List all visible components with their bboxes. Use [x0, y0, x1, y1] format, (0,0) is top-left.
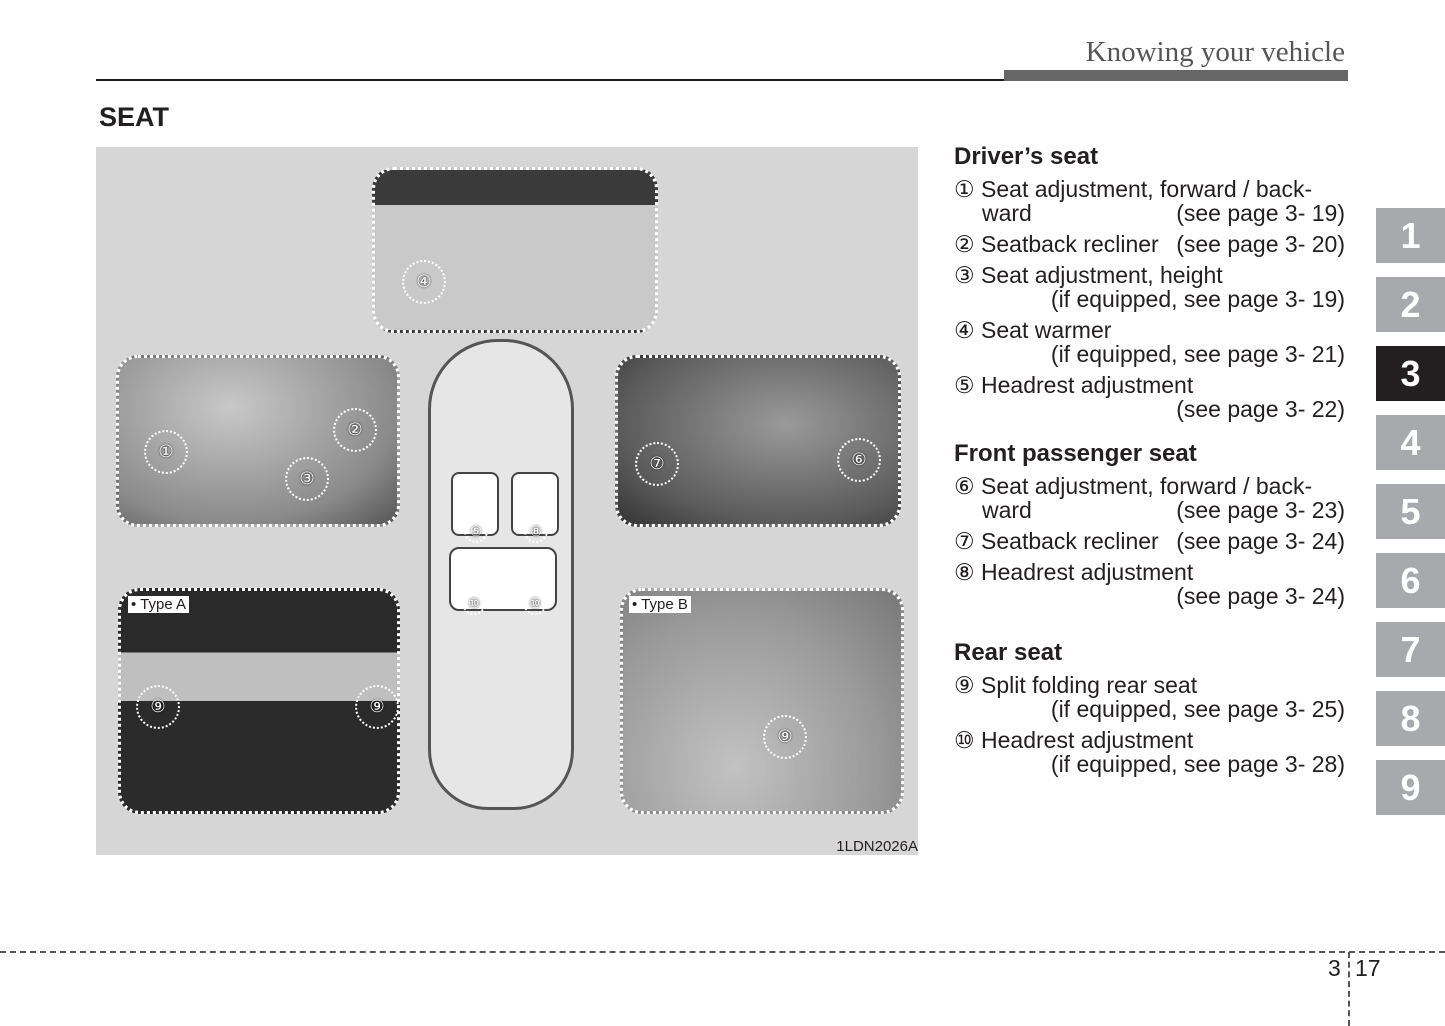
footer-chapter-number: 3	[1328, 955, 1341, 981]
seat-warmer-switch-panel	[372, 167, 658, 333]
chapter-tab-8[interactable]: 8	[1376, 691, 1445, 746]
item-number: ⑤	[954, 372, 975, 398]
section-heading: Driver’s seat	[954, 143, 1099, 170]
callout-2: ②	[333, 408, 377, 452]
type-b-label: • Type B	[629, 596, 691, 613]
item-number: ①	[954, 176, 975, 202]
item-number: ⑦	[954, 528, 975, 554]
type-a-label: • Type A	[128, 596, 189, 613]
list-item	[954, 474, 1345, 522]
callout-4: ④	[402, 260, 446, 304]
list-item	[954, 177, 1345, 225]
item-number: ⑧	[954, 559, 975, 585]
chapter-tab-7[interactable]: 7	[1376, 622, 1445, 677]
item-number: ⑩	[954, 727, 975, 753]
list-item	[954, 673, 1345, 721]
section-drivers-seat	[954, 142, 1345, 421]
item-number: ③	[954, 262, 975, 288]
list-item	[954, 318, 1345, 366]
list-item	[954, 232, 1345, 256]
item-label: Headrest adjustment	[981, 372, 1194, 398]
item-page-ref: (see page 3- 24)	[1176, 583, 1345, 609]
chapter-tabs	[1376, 208, 1445, 829]
seat-legend	[954, 142, 1345, 794]
callout-7: ⑦	[635, 442, 679, 486]
list-item	[954, 529, 1345, 553]
item-page-ref: (see page 3- 19)	[1176, 200, 1345, 226]
callout-6: ⑥	[837, 438, 881, 482]
figure-code: 1LDN2026A	[836, 838, 918, 855]
section-heading: Front passenger seat	[954, 440, 1197, 467]
callout-1: ①	[144, 430, 188, 474]
item-page-ref: (if equipped, see page 3- 25)	[1050, 696, 1345, 722]
section-front-passenger-seat	[954, 439, 1345, 608]
item-continuation: ward	[982, 497, 1032, 523]
type-b-rear-seat-panel	[620, 588, 904, 814]
callout-9c: ⑨	[763, 715, 807, 759]
car-top-view	[428, 339, 574, 810]
callout-5: ⑤	[464, 519, 488, 543]
callout-9b: ⑨	[355, 685, 399, 729]
item-page-ref: (if equipped, see page 3- 19)	[1050, 286, 1345, 312]
item-page-ref: (see page 3- 24)	[1176, 528, 1345, 554]
footer-page-number: 17	[1355, 955, 1381, 981]
item-page-ref: (if equipped, see page 3- 21)	[1050, 341, 1345, 367]
chapter-tab-1[interactable]: 1	[1376, 208, 1445, 263]
list-item	[954, 373, 1345, 421]
item-page-ref: (see page 3- 23)	[1176, 497, 1345, 523]
item-number: ⑥	[954, 473, 975, 499]
list-item	[954, 728, 1345, 776]
chapter-tab-2[interactable]: 2	[1376, 277, 1445, 332]
footer-rule	[0, 951, 1445, 953]
callout-3: ③	[285, 457, 329, 501]
item-label: Headrest adjustment	[981, 727, 1194, 753]
item-label: Seat adjustment, height	[981, 262, 1223, 288]
item-page-ref: (if equipped, see page 3- 28)	[1050, 751, 1345, 777]
section-header-title: Knowing your vehicle	[1085, 36, 1345, 68]
item-number: ⑨	[954, 672, 975, 698]
item-page-ref: (see page 3- 22)	[1176, 396, 1345, 422]
header-bar	[1004, 70, 1348, 81]
page-title: SEAT	[99, 102, 170, 132]
callout-10b: ⑩	[523, 591, 547, 615]
item-number: ②	[954, 231, 975, 257]
callout-10a: ⑩	[462, 591, 486, 615]
item-label: Headrest adjustment	[981, 559, 1194, 585]
section-heading: Rear seat	[954, 639, 1063, 666]
item-continuation: ward	[982, 200, 1032, 226]
chapter-tab-5[interactable]: 5	[1376, 484, 1445, 539]
item-label: Seat adjustment, forward / back-	[981, 176, 1313, 202]
item-number: ④	[954, 317, 975, 343]
section-rear-seat	[954, 638, 1345, 776]
item-label: Seat adjustment, forward / back-	[981, 473, 1313, 499]
item-label: Seat warmer	[981, 317, 1112, 343]
chapter-tab-6[interactable]: 6	[1376, 553, 1445, 608]
callout-8: ⑧	[524, 519, 548, 543]
callout-9a: ⑨	[136, 685, 180, 729]
footer-divider	[1348, 952, 1350, 1026]
header-rule	[96, 79, 1004, 81]
chapter-tab-3[interactable]: 3	[1376, 346, 1445, 401]
item-label: Seatback recliner	[981, 528, 1159, 554]
list-item	[954, 263, 1345, 311]
chapter-tab-4[interactable]: 4	[1376, 415, 1445, 470]
list-item	[954, 560, 1345, 608]
item-page-ref: (see page 3- 20)	[1176, 231, 1345, 257]
seat-illustration	[96, 147, 918, 855]
item-label: Split folding rear seat	[981, 672, 1198, 698]
item-label: Seatback recliner	[981, 231, 1159, 257]
chapter-tab-9[interactable]: 9	[1376, 760, 1445, 815]
